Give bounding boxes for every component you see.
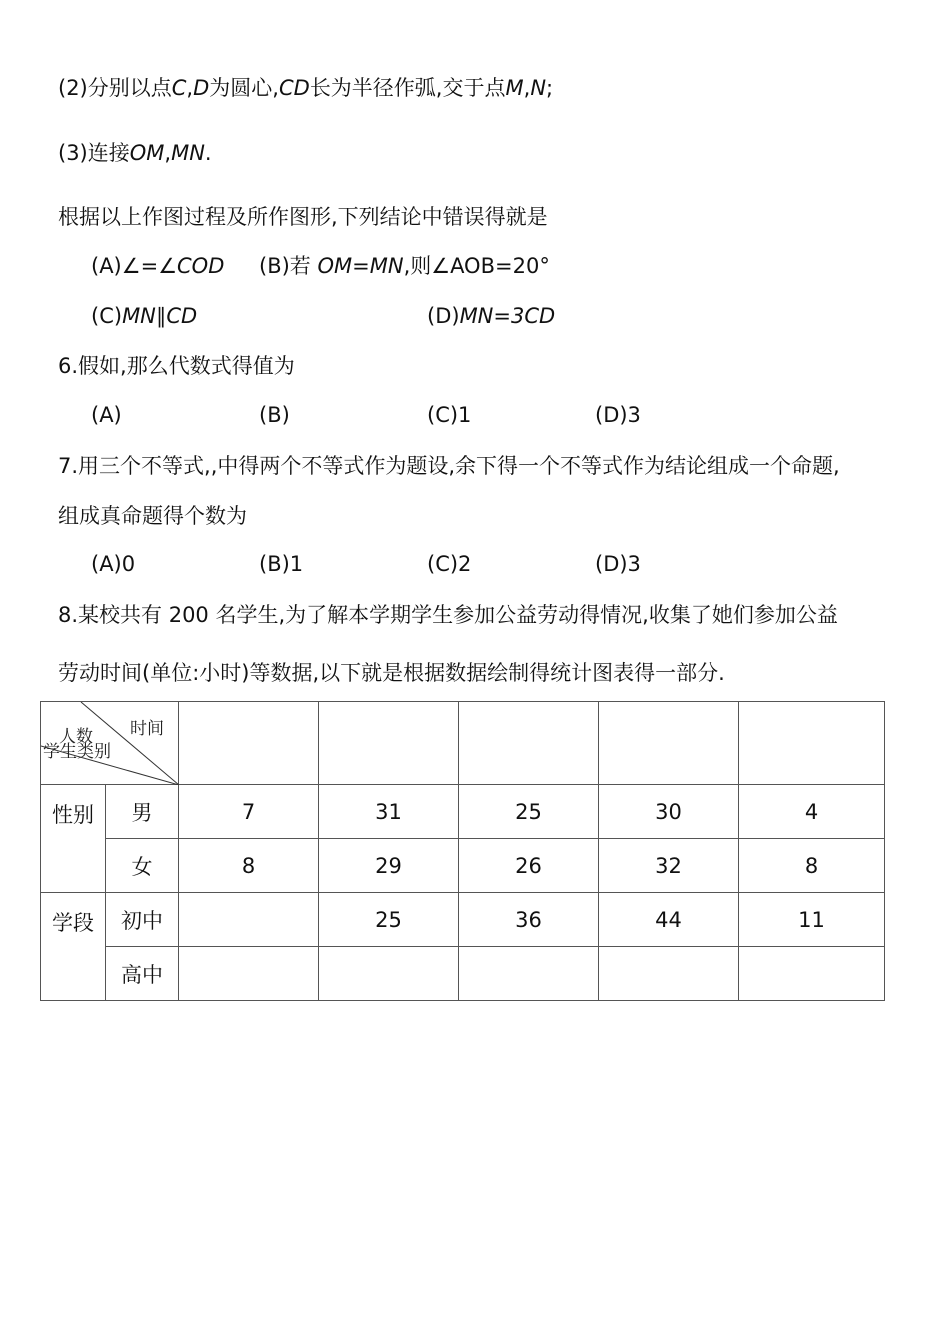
- table-cell: 29: [319, 839, 459, 893]
- q5-option-d-label: (D): [427, 304, 460, 328]
- header-blank-4: [599, 702, 739, 785]
- q8-stem-line-2: 劳动时间(单位:小时)等数据,以下就是根据数据绘制得统计图表得一部分.: [58, 661, 725, 685]
- table-cell: 7: [179, 785, 319, 839]
- table-cell: 26: [459, 839, 599, 893]
- step-2-prefix: (2)分别以点: [58, 76, 172, 100]
- table-cell: 44: [599, 893, 739, 947]
- step-3-comma: ,: [164, 141, 172, 165]
- q5-option-a: [91, 252, 224, 280]
- table-diagonal-header: [41, 702, 179, 785]
- q5-stem: 根据以上作图过程及所作图形,下列结论中错误得就是: [58, 205, 548, 229]
- point-m: M: [505, 76, 524, 100]
- step-3-prefix: (3)连接: [58, 141, 130, 165]
- header-time: 时间: [130, 719, 164, 739]
- q6-option-a: (A): [91, 403, 122, 427]
- q7-stem-line-2: 组成真命题得个数为: [58, 504, 247, 528]
- q8-stem-line-1: 8.某校共有 200 名学生,为了解本学期学生参加公益劳动得情况,收集了她们参加公益: [58, 603, 838, 627]
- step-2-mid2: 长为半径作弧,交于点: [309, 76, 506, 100]
- segment-om: OM: [129, 141, 165, 165]
- point-d: D: [193, 76, 210, 100]
- step-2-comma2: ,: [523, 76, 531, 100]
- row-label-junior-high: 初中: [106, 893, 179, 947]
- table-cell: 4: [739, 785, 885, 839]
- step-2-end: ;: [546, 76, 554, 100]
- row-label-female: 女: [106, 839, 179, 893]
- header-blank-1: [179, 702, 319, 785]
- q5-option-d: [427, 302, 555, 330]
- header-blank-5: [739, 702, 885, 785]
- q5-option-c: [91, 302, 197, 330]
- table-cell: 30: [599, 785, 739, 839]
- row-label-male: 男: [106, 785, 179, 839]
- q5-option-b-text: OM=MN: [317, 254, 404, 278]
- table-row: [41, 839, 885, 893]
- segment-mn: MN: [171, 141, 205, 165]
- labor-hours-table: [40, 701, 885, 1001]
- q5-option-c-text: MN∥CD: [122, 304, 198, 328]
- row-label-senior-high: 高中: [106, 947, 179, 1001]
- table-cell: 31: [319, 785, 459, 839]
- q7-option-c: (C)2: [427, 552, 472, 576]
- table-cell: 8: [179, 839, 319, 893]
- q6-option-d: (D)3: [595, 403, 641, 427]
- q7-stem-line-1: 7.用三个不等式,,中得两个不等式作为题设,余下得一个不等式作为结论组成一个命题,: [58, 454, 840, 478]
- table-row: [41, 785, 885, 839]
- q6-stem: 6.假如,那么代数式得值为: [58, 354, 295, 378]
- q5-option-d-text: MN=3CD: [459, 304, 556, 328]
- group-stage: 学段: [41, 893, 106, 1001]
- header-people: 人数: [59, 727, 93, 747]
- table-cell: 25: [319, 893, 459, 947]
- step-2-mid: 为圆心,: [209, 76, 279, 100]
- point-n: N: [530, 76, 547, 100]
- q6-option-b: (B): [259, 403, 290, 427]
- step-2-comma: ,: [186, 76, 194, 100]
- table-cell: 25: [459, 785, 599, 839]
- table-row: [41, 947, 885, 1001]
- table-header-row: [41, 702, 885, 785]
- header-category: 学生类别: [43, 742, 111, 762]
- table-cell: [179, 947, 319, 1001]
- q5-option-a-text: ∠=∠COD: [121, 254, 225, 278]
- q5-option-c-label: (C): [91, 304, 123, 328]
- table-row: [41, 893, 885, 947]
- q6-option-c: (C)1: [427, 403, 472, 427]
- table-cell: [599, 947, 739, 1001]
- q5-option-b: [259, 252, 550, 280]
- table-cell: [459, 947, 599, 1001]
- q5-option-b-label: (B)若: [259, 254, 311, 278]
- table-cell: [319, 947, 459, 1001]
- q5-option-a-label: (A): [91, 254, 122, 278]
- step-2-text: [58, 74, 553, 102]
- table-cell: 32: [599, 839, 739, 893]
- q5-option-b-tail: ,则∠AOB=20°: [403, 254, 550, 278]
- table-cell: [179, 893, 319, 947]
- q7-option-b: (B)1: [259, 552, 304, 576]
- q7-option-d: (D)3: [595, 552, 641, 576]
- table-cell: [739, 947, 885, 1001]
- segment-cd: CD: [278, 76, 310, 100]
- group-gender: 性别: [41, 785, 106, 893]
- header-blank-3: [459, 702, 599, 785]
- table-cell: 11: [739, 893, 885, 947]
- point-c: C: [171, 76, 187, 100]
- header-blank-2: [319, 702, 459, 785]
- table-cell: 8: [739, 839, 885, 893]
- step-3-text: [58, 139, 212, 167]
- q7-option-a: (A)0: [91, 552, 136, 576]
- table-cell: 36: [459, 893, 599, 947]
- step-3-end: .: [204, 141, 212, 165]
